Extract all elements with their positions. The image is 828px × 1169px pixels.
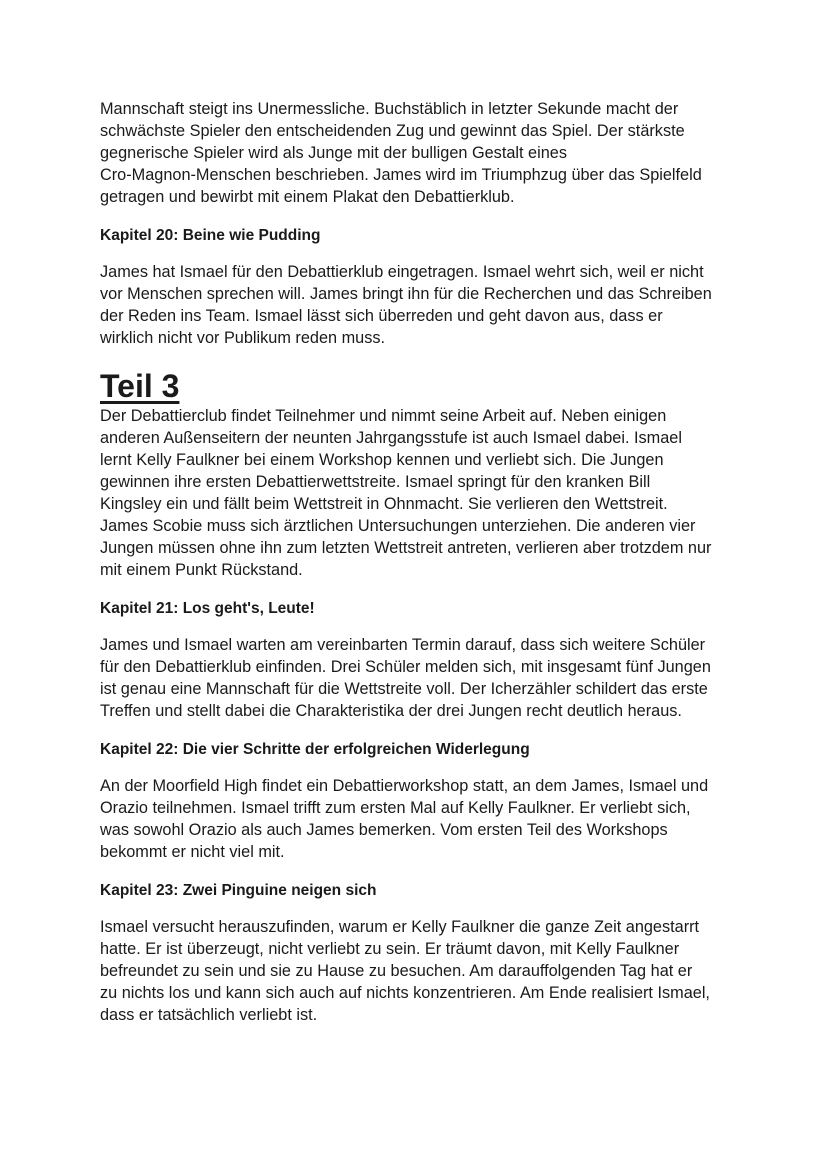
chapter-23-heading: Kapitel 23: Zwei Pinguine neigen sich (100, 882, 377, 899)
chapter-20-heading: Kapitel 20: Beine wie Pudding (100, 227, 321, 244)
part-3-summary: Der Debattierclub findet Teilnehmer und nimmt seine Arbeit auf. Neben einigen anderen Außenseitern der neunten Jahrgangsstufe ist auch Ismael dabei. Ismael lernt Kelly Faulkner bei einem Workshop kennen und verliebt sich. Die Jungen gewinnen ihre ersten Debattierwettstreite. Ismael springt für den kranken Bill Kingsley ein und fällt beim Wettstreit in Ohnmacht. Sie verlieren den Wettstreit. James Scobie muss sich ärztlichen Untersuchungen unterziehen. Die anderen vier Jungen müssen ohne ihn zum letzten Wettstreit antreten, verlieren aber trotzdem nur mit einem Punkt Rückstand. (100, 407, 712, 579)
document-page (100, 98, 740, 1026)
chapter-23-text: Ismael versucht herauszufinden, warum er Kelly Faulkner die ganze Zeit angestarrt hatte. Er ist überzeugt, nicht verliebt zu sein. Er träumt davon, mit Kelly Faulkner befreundet zu sein und sie zu Hause zu besuchen. Am darauffolgenden Tag hat er zu nichts los und kann sich auch auf nichts konzentrieren. Am Ende realisiert Ismael, dass er tatsächlich verliebt ist. (100, 918, 710, 1024)
chapter-22-text: An der Moorfield High findet ein Debattierworkshop statt, an dem James, Ismael und Orazio teilnehmen. Ismael trifft zum ersten Mal auf Kelly Faulkner. Er verliebt sich, was sowohl Orazio als auch James bemerken. Vom ersten Teil des Workshops bekommt er nicht viel mit. (100, 777, 709, 861)
chapter-21-heading: Kapitel 21: Los geht's, Leute! (100, 600, 315, 617)
intro-paragraph: Mannschaft steigt ins Unermessliche. Buchstäblich in letzter Sekunde macht der schwächste Spieler den entscheidenden Zug und gewinnt das Spiel. Der stärkste gegnerische Spieler wird als Junge mit der bulligen Gestalt eines Cro-Magnon-Menschen beschrieben. James wird im Triumphzug über das Spielfeld getragen und bewirbt mit einem Plakat den Debattierklub. (100, 100, 702, 206)
part-3-title: Teil 3 (100, 368, 180, 404)
chapter-20-text: James hat Ismael für den Debattierklub eingetragen. Ismael wehrt sich, weil er nicht vor Menschen sprechen will. James bringt ihn für die Recherchen und das Schreiben der Reden ins Team. Ismael lässt sich überreden und geht davon aus, dass er wirklich nicht vor Publikum reden muss. (100, 263, 712, 347)
chapter-22-heading: Kapitel 22: Die vier Schritte der erfolgreichen Widerlegung (100, 741, 530, 758)
chapter-21-text: James und Ismael warten am vereinbarten Termin darauf, dass sich weitere Schüler für den Debattierklub einfinden. Drei Schüler melden sich, mit insgesamt fünf Jungen ist genau eine Mannschaft für die Wettstreite voll. Der Icherzähler schildert das erste Treffen und stellt dabei die Charakteristika der drei Jungen recht deutlich heraus. (100, 636, 711, 720)
